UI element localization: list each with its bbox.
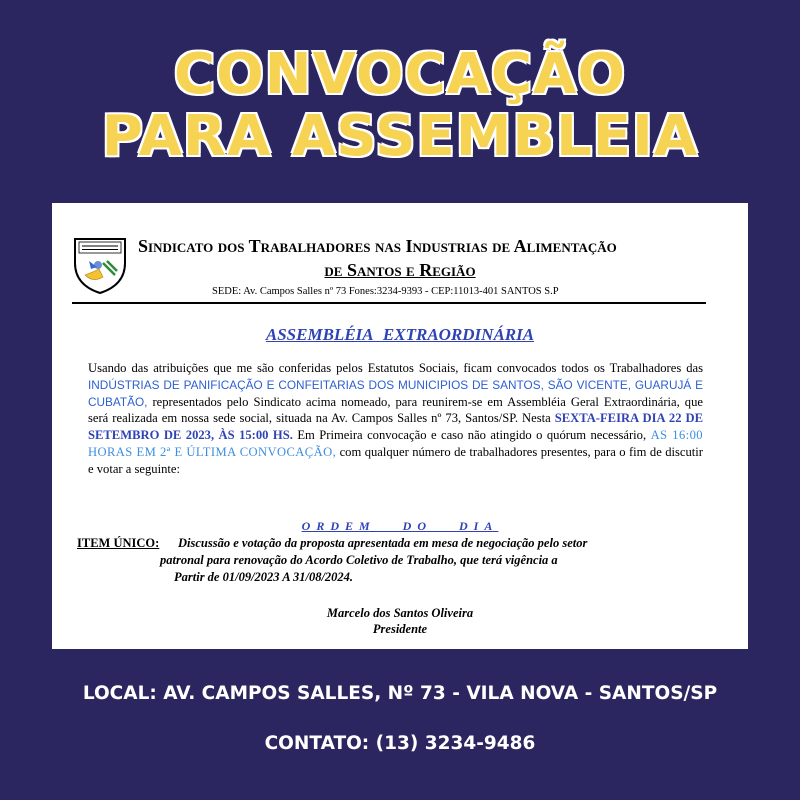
agenda-title: ORDEM DO DIA	[301, 519, 499, 533]
signature-name: Marcelo dos Santos Oliveira	[326, 606, 474, 620]
date-highlight: SEXTA-FEIRA DIA 22 DE SETEMBRO DE 2023, ÀS 15:00 HS.	[88, 411, 704, 443]
organization-name: Sindicato dos Trabalhadores nas Industrias de Alimentação	[138, 236, 617, 256]
agenda-item-line-2: patronal para renovação do Acordo Coletivo de Trabalho, que terá vigência a	[160, 553, 558, 567]
body-text-4: com qualquer número de trabalhadores presentes, para o fim de discutir e votar a seguinte:	[88, 444, 703, 476]
body-text-2: representados pelo Sindicato acima nomeado, para reunirem-se em Assembléia Geral Extraordinária, que será realizada em nossa sede social, situada na Av. Campos Salles nº 73, Santos/SP. Nesta	[88, 394, 703, 426]
header-divider	[72, 302, 706, 304]
industries-highlight: INDÚSTRIAS DE PANIFICAÇÃO E CONFEITARIAS DOS MUNICIPIOS DE SANTOS, SÃO VICENTE, GUARUJÁ E CUBATÃO,	[88, 377, 703, 409]
headline-line-1: CONVOCAÇÃO	[173, 42, 626, 107]
agenda-item-line-1: Discussão e votação da proposta apresentada em mesa de negociação pelo setor	[178, 536, 588, 550]
second-call-highlight: AS 16:00 HORAS EM 2ª E ÚLTIMA CONVOCAÇÃO,	[88, 428, 703, 459]
agenda-item-label: ITEM ÚNICO:	[77, 536, 160, 550]
headline-line-2: PARA ASSEMBLEIA	[101, 104, 699, 169]
organization-address: SEDE: Av. Campos Salles nº 73 Fones:3234-9393 - CEP:11013-401 SANTOS S.P	[212, 286, 559, 297]
body-text-1: Usando das atribuições que me são conferidas pelos Estatutos Sociais, ficam convocados todos os Trabalhadores das	[88, 361, 703, 375]
notice-body	[88, 360, 703, 478]
agenda-item-line-3: Partir de 01/09/2023 A 31/08/2024.	[174, 570, 354, 584]
body-text-3: Em Primeira convocação e caso não atingido o quórum necessário,	[292, 428, 651, 443]
location-text: LOCAL: AV. CAMPOS SALLES, Nº 73 - VILA NOVA - SANTOS/SP	[82, 683, 718, 704]
contact-text: CONTATO: (13) 3234-9486	[264, 733, 536, 754]
signature-role: Presidente	[372, 622, 428, 636]
organization-region: de Santos e Região	[324, 260, 476, 280]
notice-title: ASSEMBLÉIA EXTRAORDINÁRIA	[265, 325, 535, 344]
notice-document	[52, 203, 748, 649]
